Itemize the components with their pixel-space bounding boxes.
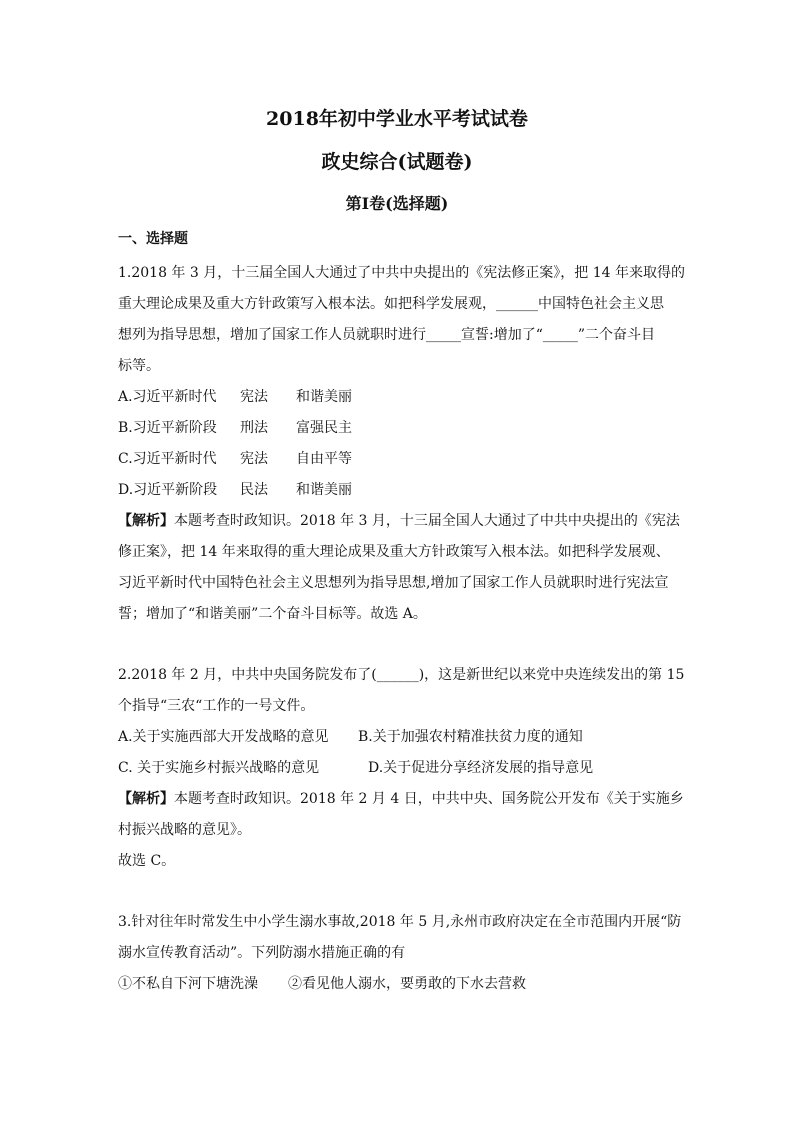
- part-title: 第Ⅰ卷(选择题): [345, 194, 449, 213]
- q2-option-b: B.关于加强农村精准扶贫力度的通知: [358, 729, 583, 745]
- q2-option-c: C. 关于实施乡村振兴战略的意见: [118, 760, 320, 776]
- question-1: [118, 258, 685, 630]
- spacer: [118, 877, 678, 907]
- question-3: [118, 907, 682, 1000]
- q3-line: 3.针对往年时常发生中小学生溺水事故,2018 年 5 月,永州市政府决定在全市范围内开展“防: [118, 914, 682, 930]
- analysis-tag: 【解析】: [118, 513, 174, 529]
- option-text: 宪法: [240, 451, 268, 467]
- q1-analysis-line: 修正案》，把 14 年来取得的重大理论成果及重大方针政策写入根本法。如把科学发展观、: [118, 544, 670, 560]
- option-text: A.习近平新时代: [118, 389, 217, 405]
- q2-line: 个指导“三农“工作的一号文件。: [118, 698, 315, 714]
- q3-line: 溺水宣传教育活动”。下列防溺水措施正确的有: [118, 945, 406, 961]
- q2-options-ab: [118, 722, 678, 753]
- q2-options-cd: [118, 753, 678, 784]
- q1-option-a: [118, 382, 678, 413]
- analysis-text: 本题考查时政知识。2018 年 2 月 4 日，中共中央、国务院公开发布《关于实施乡: [174, 791, 684, 807]
- option-text: 和谐美丽: [296, 389, 352, 405]
- q1-option-b: [118, 413, 678, 444]
- section-heading: 一、选择题: [118, 231, 188, 247]
- option-text: 民法: [240, 482, 268, 498]
- q2-option-d: D.关于促进分享经济发展的指导意见: [368, 760, 594, 776]
- spacer: [118, 630, 678, 660]
- analysis-tag: 【解析】: [118, 791, 174, 807]
- option-text: 自由平等: [296, 451, 352, 467]
- questions: [118, 258, 685, 1000]
- option-text: 和谐美丽: [296, 482, 352, 498]
- q1-analysis-line: 习近平新时代中国特色社会主义思想列为指导思想,增加了国家工作人员就职时进行宪法宣: [118, 575, 669, 591]
- q3-item-1: ①不私自下河下塘洗澡: [118, 976, 258, 992]
- question-2: [118, 660, 685, 877]
- exam-title: 2018年初中学业水平考试试卷: [266, 108, 528, 130]
- q3-item-2: ②看见他人溺水，要勇敢的下水去营救: [288, 976, 526, 992]
- q2-analysis-line: 村振兴战略的意见》。: [118, 822, 251, 838]
- q1-option-c: [118, 444, 678, 475]
- option-text: D.习近平新阶段: [118, 482, 218, 498]
- q1-analysis-line: 誓；增加了“和谐美丽”二个奋斗目标等。故选 A。: [118, 606, 427, 622]
- option-text: 刑法: [240, 420, 268, 436]
- q1-line: 想列为指导思想，增加了国家工作人员就职时进行_____宣誓:增加了“_____”二个奋斗目: [118, 327, 656, 343]
- option-text: 宪法: [240, 389, 268, 405]
- q2-analysis-line: [118, 784, 684, 815]
- option-text: C.习近平新时代: [118, 451, 217, 467]
- q1-line: 1.2018 年 3 月，十三届全国人大通过了中共中央提出的《宪法修正案》，把 14 年来取得的: [118, 265, 685, 281]
- q1-line: 标等。: [118, 358, 160, 374]
- q1-analysis-line: [118, 506, 678, 537]
- q1-line: 重大理论成果及重大方针政策写入根本法。如把科学发展观，______中国特色社会主义思: [118, 296, 664, 312]
- q1-option-d: [118, 475, 678, 506]
- option-text: B.习近平新阶段: [118, 420, 217, 436]
- analysis-text: 本题考查时政知识。2018 年 3 月，十三届全国人大通过了中共中央提出的《宪法: [174, 513, 680, 529]
- q3-items: [118, 969, 678, 1000]
- q2-answer: 故选 C。: [118, 853, 176, 869]
- option-text: 富强民主: [296, 420, 352, 436]
- exam-subtitle: 政史综合(试题卷): [321, 151, 473, 173]
- q2-line: 2.2018 年 2 月，中共中央国务院发布了(______)，这是新世纪以来党中央连续发出的第 15: [118, 667, 685, 683]
- q2-option-a: A.关于实施西部大开发战略的意见: [118, 729, 329, 745]
